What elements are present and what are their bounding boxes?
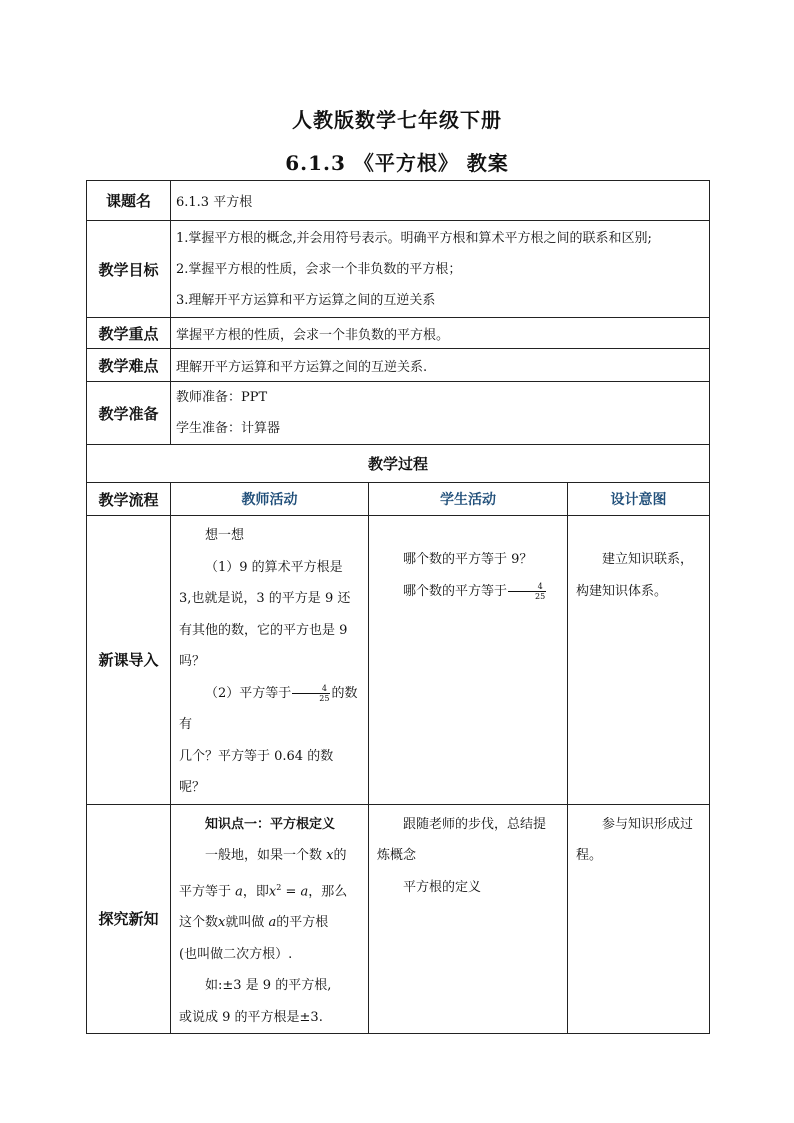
text-span: = — [281, 883, 301, 899]
stage-explore-teacher — [171, 804, 369, 1034]
text-span: 的数有 — [179, 685, 358, 732]
text-span: 一般地，如果一个数 — [205, 848, 327, 863]
prep-label: 教学准备 — [87, 382, 171, 445]
col-header-design: 设计意图 — [568, 483, 710, 516]
text-span: 平方等于 — [179, 883, 236, 899]
explore-teacher-text: 如:±3 是 9 的平方根, — [205, 978, 332, 994]
topic-label: 课题名 — [87, 181, 171, 221]
intro-student-text: 哪个数的平方等于 9？ — [403, 552, 533, 567]
stage-explore-student — [369, 804, 568, 1034]
explore-student-text: 跟随老师的步伐，总结提 — [403, 816, 547, 832]
difficulty-value: 理解开平方运算和平方运算之间的互逆关系. — [171, 349, 710, 382]
text-span: 这个数 — [179, 915, 219, 931]
explore-teacher-line — [179, 840, 360, 872]
intro-student-fraction-line — [377, 576, 559, 608]
intro-teacher-text: （1）9 的算术平方根是 — [205, 559, 343, 575]
stage-intro-student — [369, 516, 568, 805]
stage-explore-design — [568, 804, 710, 1034]
fraction-denominator: 25 — [535, 591, 546, 601]
row-stage-explore — [87, 804, 710, 1034]
fraction-denominator: 25 — [319, 693, 330, 703]
explore-design-text: 参与知识形成过 — [602, 816, 694, 832]
col-header-teacher: 教师活动 — [171, 483, 369, 516]
fraction-numerator: 4 — [508, 582, 546, 592]
goal-item: 2.掌握平方根的性质，会求一个非负数的平方根； — [176, 261, 462, 277]
fraction-numerator: 4 — [292, 684, 330, 694]
explore-student-text: 平方根的定义 — [403, 879, 482, 895]
goals-list — [171, 221, 710, 318]
math-var: x — [218, 915, 226, 931]
key-point-label: 教学重点 — [87, 318, 171, 349]
intro-teacher-fraction-line — [179, 678, 360, 741]
intro-teacher-text: 几个？平方等于 0.64 的数 — [179, 748, 334, 764]
text-span: 就叫做 — [225, 915, 269, 931]
explore-teacher-line — [179, 907, 360, 939]
math-var: a — [268, 915, 277, 931]
knowledge-point-heading: 知识点一：平方根定义 — [205, 816, 336, 832]
math-var: x — [326, 848, 334, 863]
document-subtitle: 6.1.3 《平方根》 教案 — [285, 151, 509, 175]
explore-teacher-text: (也叫做二次方根）. — [179, 946, 293, 962]
topic-value: 6.1.3 平方根 — [171, 181, 710, 221]
intro-teacher-text: 呢？ — [179, 780, 206, 795]
explore-teacher-line — [179, 872, 360, 908]
row-key-point — [87, 318, 710, 349]
math-exponent: 2 — [276, 882, 282, 892]
explore-design-text: 程。 — [576, 848, 603, 863]
prep-teacher: 教师准备：PPT — [176, 390, 268, 405]
text-span: ，那么 — [308, 883, 348, 899]
text-span: 哪个数的平方等于 — [403, 583, 508, 599]
intro-teacher-text: 吗？ — [179, 654, 206, 669]
process-title: 教学过程 — [87, 445, 710, 483]
text-span: （2）平方等于 — [205, 685, 292, 701]
intro-teacher-text: 想一想 — [205, 528, 245, 543]
text-span: 的 — [333, 848, 347, 863]
math-var: a — [300, 883, 309, 899]
intro-teacher-text: 有其他的数，它的平方也是 9 — [179, 622, 348, 638]
stage-intro-design — [568, 516, 710, 805]
row-prep — [87, 382, 710, 445]
goal-item: 3.理解开平方运算和平方运算之间的互逆关系 — [176, 292, 436, 308]
explore-student-text: 炼概念 — [377, 848, 417, 863]
difficulty-label: 教学难点 — [87, 349, 171, 382]
col-header-flow: 教学流程 — [87, 483, 171, 516]
goals-label: 教学目标 — [87, 221, 171, 318]
row-process-title — [87, 445, 710, 483]
row-stage-intro — [87, 516, 710, 805]
stage-explore-label: 探究新知 — [87, 804, 171, 1034]
math-var: x — [268, 883, 277, 899]
fraction — [508, 582, 546, 601]
text-span: ，即 — [242, 883, 269, 899]
fraction — [292, 684, 330, 703]
prep-values — [171, 382, 710, 445]
math-var: a — [235, 883, 243, 899]
key-point-value: 掌握平方根的性质，会求一个非负数的平方根。 — [171, 318, 710, 349]
stage-intro-label: 新课导入 — [87, 516, 171, 805]
row-difficulty — [87, 349, 710, 382]
lesson-plan-table — [86, 180, 710, 1034]
text-span: 的平方根 — [276, 915, 329, 931]
explore-teacher-text: 或说成 9 的平方根是±3. — [179, 1009, 323, 1025]
intro-teacher-text: 3,也就是说，3 的平方是 9 还 — [179, 591, 351, 606]
stage-intro-teacher — [171, 516, 369, 805]
col-header-student: 学生活动 — [369, 483, 568, 516]
row-column-headers — [87, 483, 710, 516]
intro-design-text: 建立知识联系， — [602, 552, 694, 567]
row-goals — [87, 221, 710, 318]
document-title: 人教版数学七年级下册 — [292, 108, 502, 132]
row-topic — [87, 181, 710, 221]
intro-design-text: 构建知识体系。 — [576, 583, 668, 599]
prep-student: 学生准备：计算器 — [176, 421, 281, 436]
goal-item: 1.掌握平方根的概念,并会用符号表示。明确平方根和算术平方根之间的联系和区别; — [176, 230, 652, 246]
